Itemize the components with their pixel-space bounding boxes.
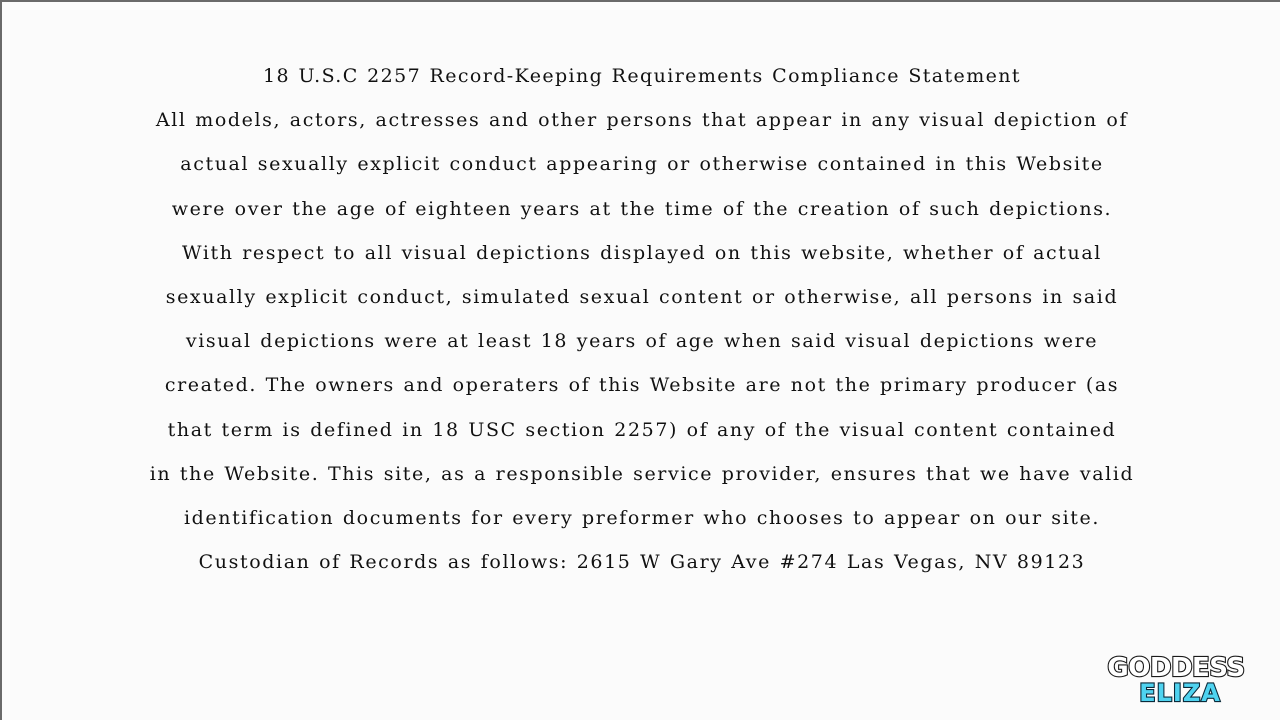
statement-title: 18 U.S.C 2257 Record-Keeping Requirements Compliance Statement [263,65,1021,87]
statement-line: created. The owners and operaters of this Website are not the primary producer (as [164,374,1120,397]
logo-line2: ELIZA [1139,679,1221,707]
statement-line: were over the age of eighteen years at the time of the creation of such depictions. [171,197,1113,220]
statement-line: With respect to all visual depictions displayed on this website, whether of actual [182,241,1102,264]
statement-line: that term is defined in 18 USC section 2257) of any of the visual content contained [167,418,1117,441]
statement-line: visual depictions were at least 18 years of age when said visual depictions were [185,330,1099,353]
compliance-statement [2,54,1280,584]
custodian-of-records: Custodian of Records as follows: 2615 W Gary Ave #274 Las Vegas, NV 89123 [198,551,1086,574]
goddess-eliza-logo [1088,652,1264,708]
statement-line: sexually explicit conduct, simulated sexual content or otherwise, all persons in said [165,285,1119,308]
logo-graphic [1088,652,1264,708]
logo-line1: GODDESS [1107,653,1245,683]
statement-line: identification documents for every preformer who chooses to appear on our site. [183,506,1101,529]
statement-line: actual sexually explicit conduct appearing or otherwise contained in this Website [180,153,1104,176]
statement-line: in the Website. This site, as a responsible service provider, ensures that we have valid [149,462,1135,485]
statement-line: All models, actors, actresses and other persons that appear in any visual depiction of [155,109,1129,132]
